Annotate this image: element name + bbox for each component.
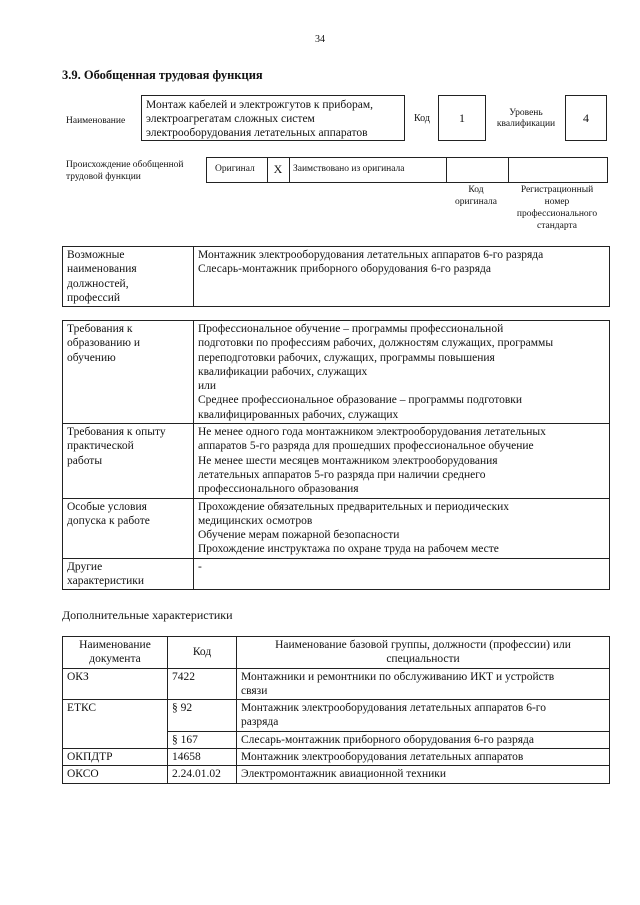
- requirement-line: Обучение мерам пожарной безопасности: [198, 529, 400, 542]
- requirement-label-line: характеристики: [67, 575, 145, 588]
- row-doc: ОКЗ: [63, 668, 168, 700]
- header-code: Код: [168, 637, 237, 669]
- header-doc-line: документа: [89, 653, 141, 666]
- requirement-line: летательных аппаратов 5-го разряда при наличии среднего: [198, 468, 486, 481]
- requirement-line: профессионального образования: [198, 483, 359, 496]
- row-name-line: Электромонтажник авиационной техники: [241, 768, 447, 781]
- header-doc: [63, 637, 168, 669]
- requirement-row-admission: [63, 498, 610, 558]
- requirement-label: [63, 498, 194, 558]
- table-row: [63, 668, 610, 700]
- row-code: 14658: [168, 749, 237, 766]
- reg-number-label-line: номер: [544, 197, 570, 207]
- name-value-line: электроагрегатам сложных систем: [146, 113, 315, 125]
- reg-number-cell: [508, 158, 607, 182]
- requirement-label-line: допуска к работе: [67, 514, 150, 527]
- requirement-line: аппаратов 5-го разряда для прошедших профессиональное обучение: [198, 440, 534, 453]
- requirement-label: [63, 558, 194, 590]
- requirement-text: [194, 498, 610, 558]
- code-original-cell: [446, 158, 509, 182]
- header-doc-line: Наименование: [79, 639, 151, 651]
- original-label: Оригинал: [215, 164, 255, 174]
- additional-header-row: [63, 637, 610, 669]
- level-label-line: Уровень: [509, 108, 543, 118]
- positions-label-line: профессий: [67, 291, 121, 304]
- level-value: 4: [583, 111, 589, 125]
- borrowed-cell: [289, 158, 447, 182]
- row-code: 7422: [168, 668, 237, 700]
- additional-title: Дополнительные характеристики: [62, 608, 233, 622]
- header-name-line: Наименование базовой группы, должности (профессии) или: [275, 639, 571, 651]
- requirement-line: -: [198, 560, 202, 573]
- requirement-row-education: [63, 321, 610, 424]
- requirement-label-line: обучению: [67, 351, 116, 364]
- name-value-line: Монтаж кабелей и электрожгутов к приборам,: [146, 99, 374, 111]
- requirement-label-line: практической: [67, 440, 134, 453]
- row-name: [237, 766, 610, 783]
- header-name: [237, 637, 610, 669]
- row-name: [237, 749, 610, 766]
- requirement-label-line: Особые условия: [67, 500, 147, 513]
- positions-values: [194, 247, 610, 307]
- position-item: Монтажник электрооборудования летательных аппаратов 6-го разряда: [198, 249, 544, 261]
- reg-number-label: [508, 184, 606, 232]
- page-number: 34: [315, 34, 325, 45]
- requirement-line: Не менее шести месяцев монтажником электрооборудования: [198, 454, 498, 467]
- name-value: [142, 96, 404, 142]
- requirement-line: Прохождение обязательных предварительных и периодических: [198, 500, 510, 513]
- origin-label: [66, 159, 184, 183]
- header-name-line: специальности: [386, 653, 460, 666]
- requirement-line: Профессиональное обучение – программы профессиональной: [198, 323, 504, 335]
- position-item: Слесарь-монтажник приборного оборудования 6-го разряда: [198, 263, 491, 276]
- row-name-line: связи: [241, 684, 268, 697]
- requirement-label-line: образованию и: [67, 337, 140, 350]
- origin-row: [206, 157, 608, 183]
- additional-table: [62, 636, 610, 784]
- table-row: [63, 700, 610, 732]
- row-name: [237, 731, 610, 748]
- origin-label-line: трудовой функции: [66, 172, 141, 182]
- level-label-line: квалификации: [496, 119, 556, 129]
- requirement-label: [63, 424, 194, 498]
- requirement-line: подготовки по профессиям рабочих, должностям служащих, программы: [198, 337, 554, 350]
- requirement-label-line: работы: [67, 454, 103, 467]
- requirement-text: [194, 321, 610, 424]
- requirements-table: [62, 320, 610, 590]
- row-doc: ЕТКС: [63, 700, 168, 749]
- section-title: 3.9. Обобщенная трудовая функция: [62, 68, 263, 82]
- positions-table: [62, 246, 610, 307]
- row-name-line: Монтажник электрооборудования летательных аппаратов 6-го: [241, 702, 546, 715]
- requirement-line: Прохождение инструктажа по охране труда на рабочем месте: [198, 543, 499, 556]
- positions-label: [63, 247, 194, 307]
- row-code: § 167: [168, 731, 237, 748]
- positions-label-line: должностей,: [67, 277, 129, 290]
- row-name-line: Монтажники и ремонтники по обслуживанию ИКТ и устройств: [241, 670, 555, 683]
- code-label: Код: [414, 113, 430, 124]
- requirement-row-experience: [63, 424, 610, 498]
- requirement-line: Не менее одного года монтажником электрооборудования летательных: [198, 426, 546, 439]
- requirement-line: или: [198, 380, 217, 393]
- reg-number-label-line: стандарта: [537, 221, 577, 231]
- requirement-text: [194, 558, 610, 590]
- requirement-label-line: Требования к опыту: [67, 426, 166, 439]
- level-value-box: [565, 95, 607, 141]
- reg-number-label-line: профессионального: [516, 209, 598, 219]
- code-value-box: [438, 95, 486, 141]
- requirement-line: медицинских осмотров: [198, 514, 313, 527]
- name-value-box: [141, 95, 405, 141]
- requirement-line: квалифицированных рабочих, служащих: [198, 408, 399, 421]
- requirement-line: квалификации рабочих, служащих: [198, 365, 368, 378]
- row-name-line: Слесарь-монтажник приборного оборудования 6-го разряда: [241, 733, 534, 746]
- code-original-label-line: оригинала: [455, 197, 497, 207]
- requirement-line: переподготовки рабочих, служащих, программы повышения: [198, 351, 495, 364]
- row-name-line: разряда: [241, 716, 279, 729]
- requirement-text: [194, 424, 610, 498]
- name-value-line: электрооборудования летательных аппаратов: [146, 127, 368, 139]
- borrowed-label: Заимствовано из оригинала: [293, 164, 405, 174]
- requirement-line: Среднее профессиональное образование – программы подготовки: [198, 394, 523, 407]
- row-doc: ОКПДТР: [63, 749, 168, 766]
- row-name: [237, 700, 610, 732]
- row-name: [237, 668, 610, 700]
- requirement-row-other: [63, 558, 610, 590]
- level-label: [488, 108, 564, 130]
- reg-number-label-line: Регистрационный: [520, 185, 594, 195]
- positions-label-line: наименования: [67, 263, 137, 276]
- name-label: Наименование: [66, 116, 126, 126]
- row-code: § 92: [168, 700, 237, 732]
- code-value: 1: [459, 111, 465, 125]
- code-original-label-line: Код: [468, 185, 484, 195]
- positions-row: [63, 247, 610, 307]
- table-row: [63, 749, 610, 766]
- positions-label-line: Возможные: [67, 249, 125, 261]
- requirement-label-line: Другие: [67, 560, 103, 573]
- row-code: 2.24.01.02: [168, 766, 237, 783]
- row-doc: ОКСО: [63, 766, 168, 783]
- requirement-label-line: Требования к: [67, 323, 133, 335]
- origin-label-line: Происхождение обобщенной: [66, 160, 184, 170]
- code-original-label: [440, 184, 512, 208]
- table-row: [63, 766, 610, 783]
- original-mark-cell: [267, 158, 290, 182]
- row-name-line: Монтажник электрооборудования летательных аппаратов: [241, 751, 524, 764]
- original-cell: [207, 158, 268, 182]
- original-mark: X: [273, 162, 283, 176]
- requirement-label: [63, 321, 194, 424]
